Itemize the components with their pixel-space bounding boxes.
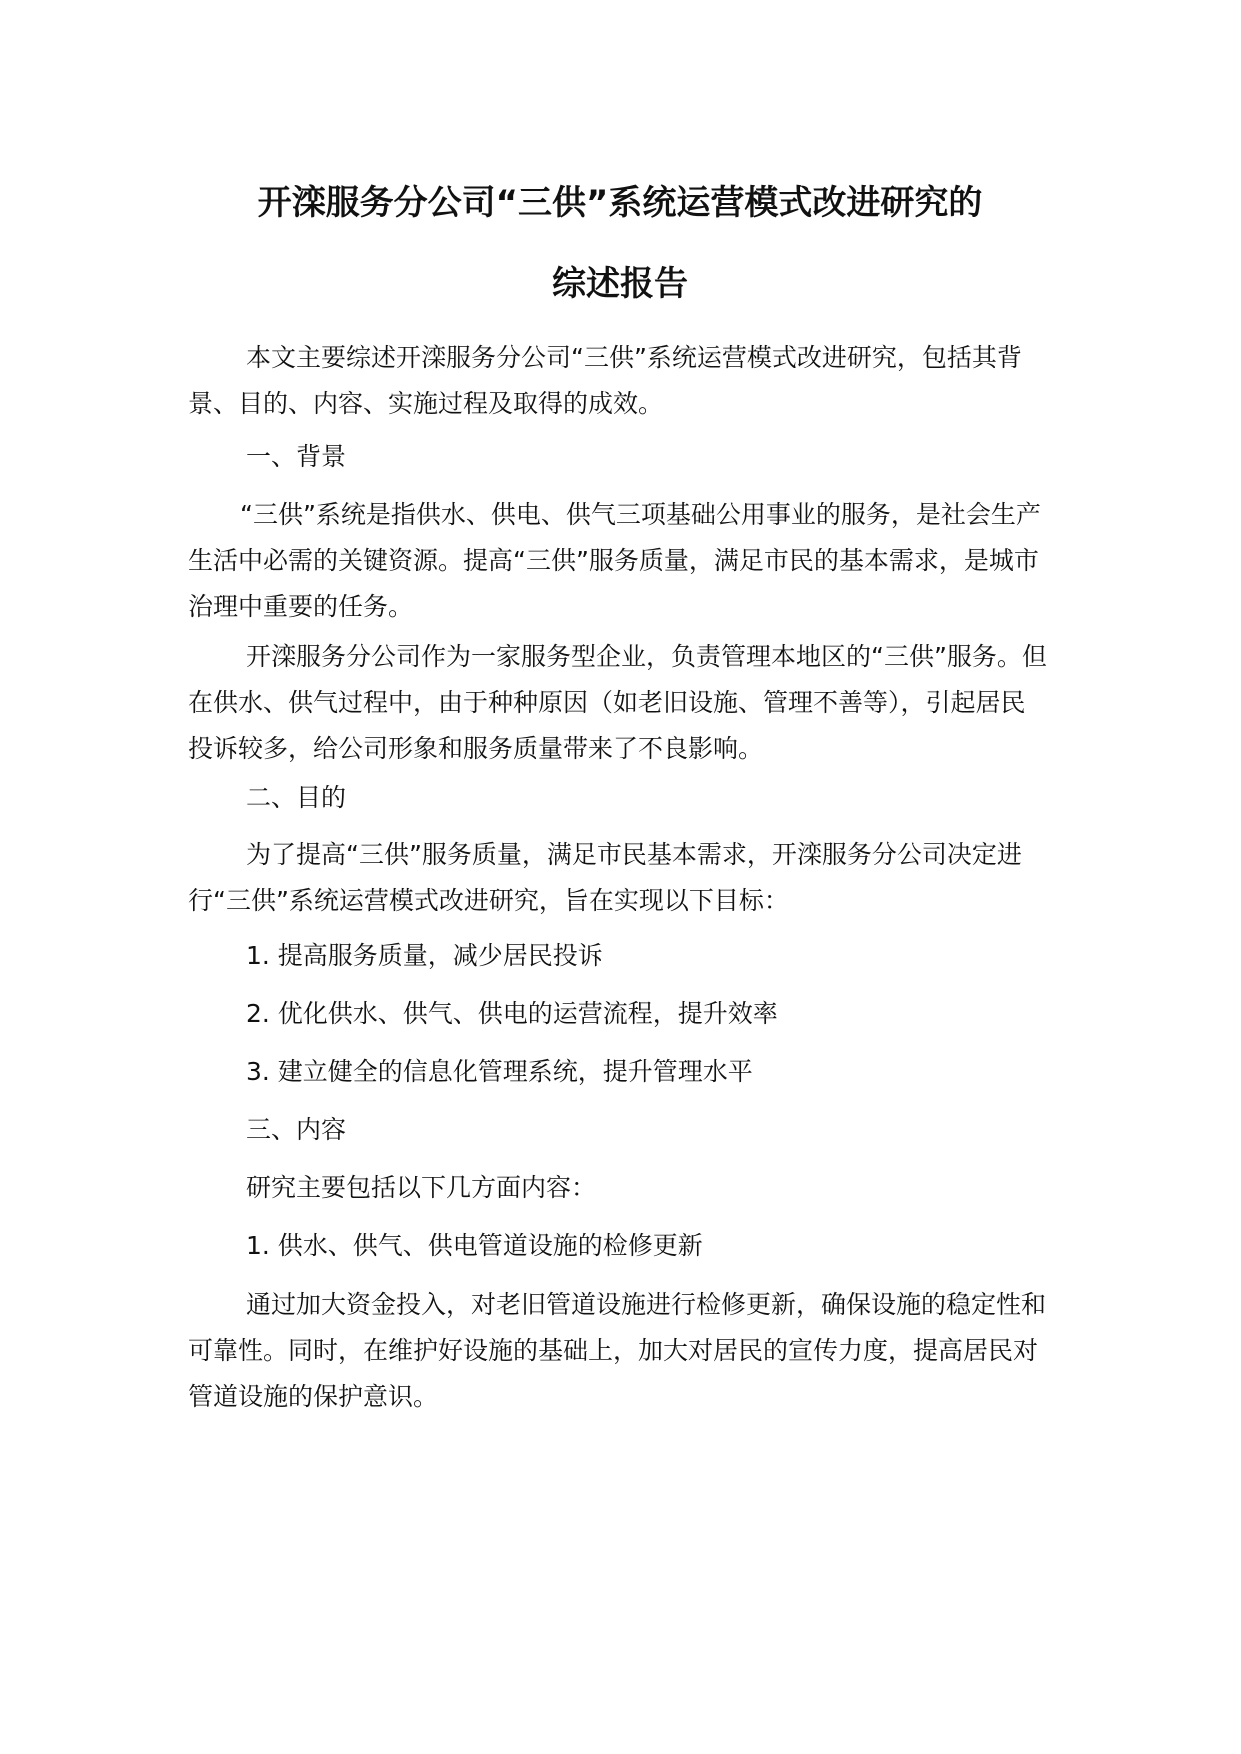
background-paragraph-2: 开滦服务分公司作为一家服务型企业，负责管理本地区的“三供”服务。但在供水、供气过程中，由于种种原因（如老旧设施、管理不善等），引起居民投诉较多，给公司形象和服务质量带来了不良影响。 — [188, 642, 1047, 763]
document-title-line-1: 开滦服务分公司“三供”系统运营模式改进研究的 — [257, 183, 983, 223]
content-item-1-paragraph: 通过加大资金投入，对老旧管道设施进行检修更新，确保设施的稳定性和可靠性。同时，在维护好设施的基础上，加大对居民的宣传力度，提高居民对管道设施的保护意识。 — [188, 1290, 1047, 1411]
section-heading-background: 一、背景 — [246, 442, 347, 471]
section-heading-content: 三、内容 — [246, 1115, 347, 1144]
goal-item-1: 1. 提高服务质量，减少居民投诉 — [246, 941, 603, 970]
section-heading-purpose: 二、目的 — [246, 783, 347, 812]
intro-paragraph: 本文主要综述开滦服务分公司“三供”系统运营模式改进研究，包括其背景、目的、内容、实施过程及取得的成效。 — [188, 343, 1022, 418]
content-item-1-heading: 1. 供水、供气、供电管道设施的检修更新 — [246, 1231, 703, 1260]
purpose-paragraph: 为了提高“三供”服务质量，满足市民基本需求，开滦服务分公司决定进行“三供”系统运营模式改进研究，旨在实现以下目标： — [188, 840, 1022, 915]
background-paragraph-1: “三供”系统是指供水、供电、供气三项基础公用事业的服务，是社会生产生活中必需的关键资源。提高“三供”服务质量，满足市民的基本需求，是城市治理中重要的任务。 — [188, 500, 1041, 621]
document-title-line-2: 综述报告 — [552, 264, 688, 304]
goal-item-2: 2. 优化供水、供气、供电的运营流程，提升效率 — [246, 999, 778, 1028]
goal-item-3: 3. 建立健全的信息化管理系统，提升管理水平 — [246, 1057, 753, 1086]
content-intro: 研究主要包括以下几方面内容： — [246, 1173, 597, 1202]
